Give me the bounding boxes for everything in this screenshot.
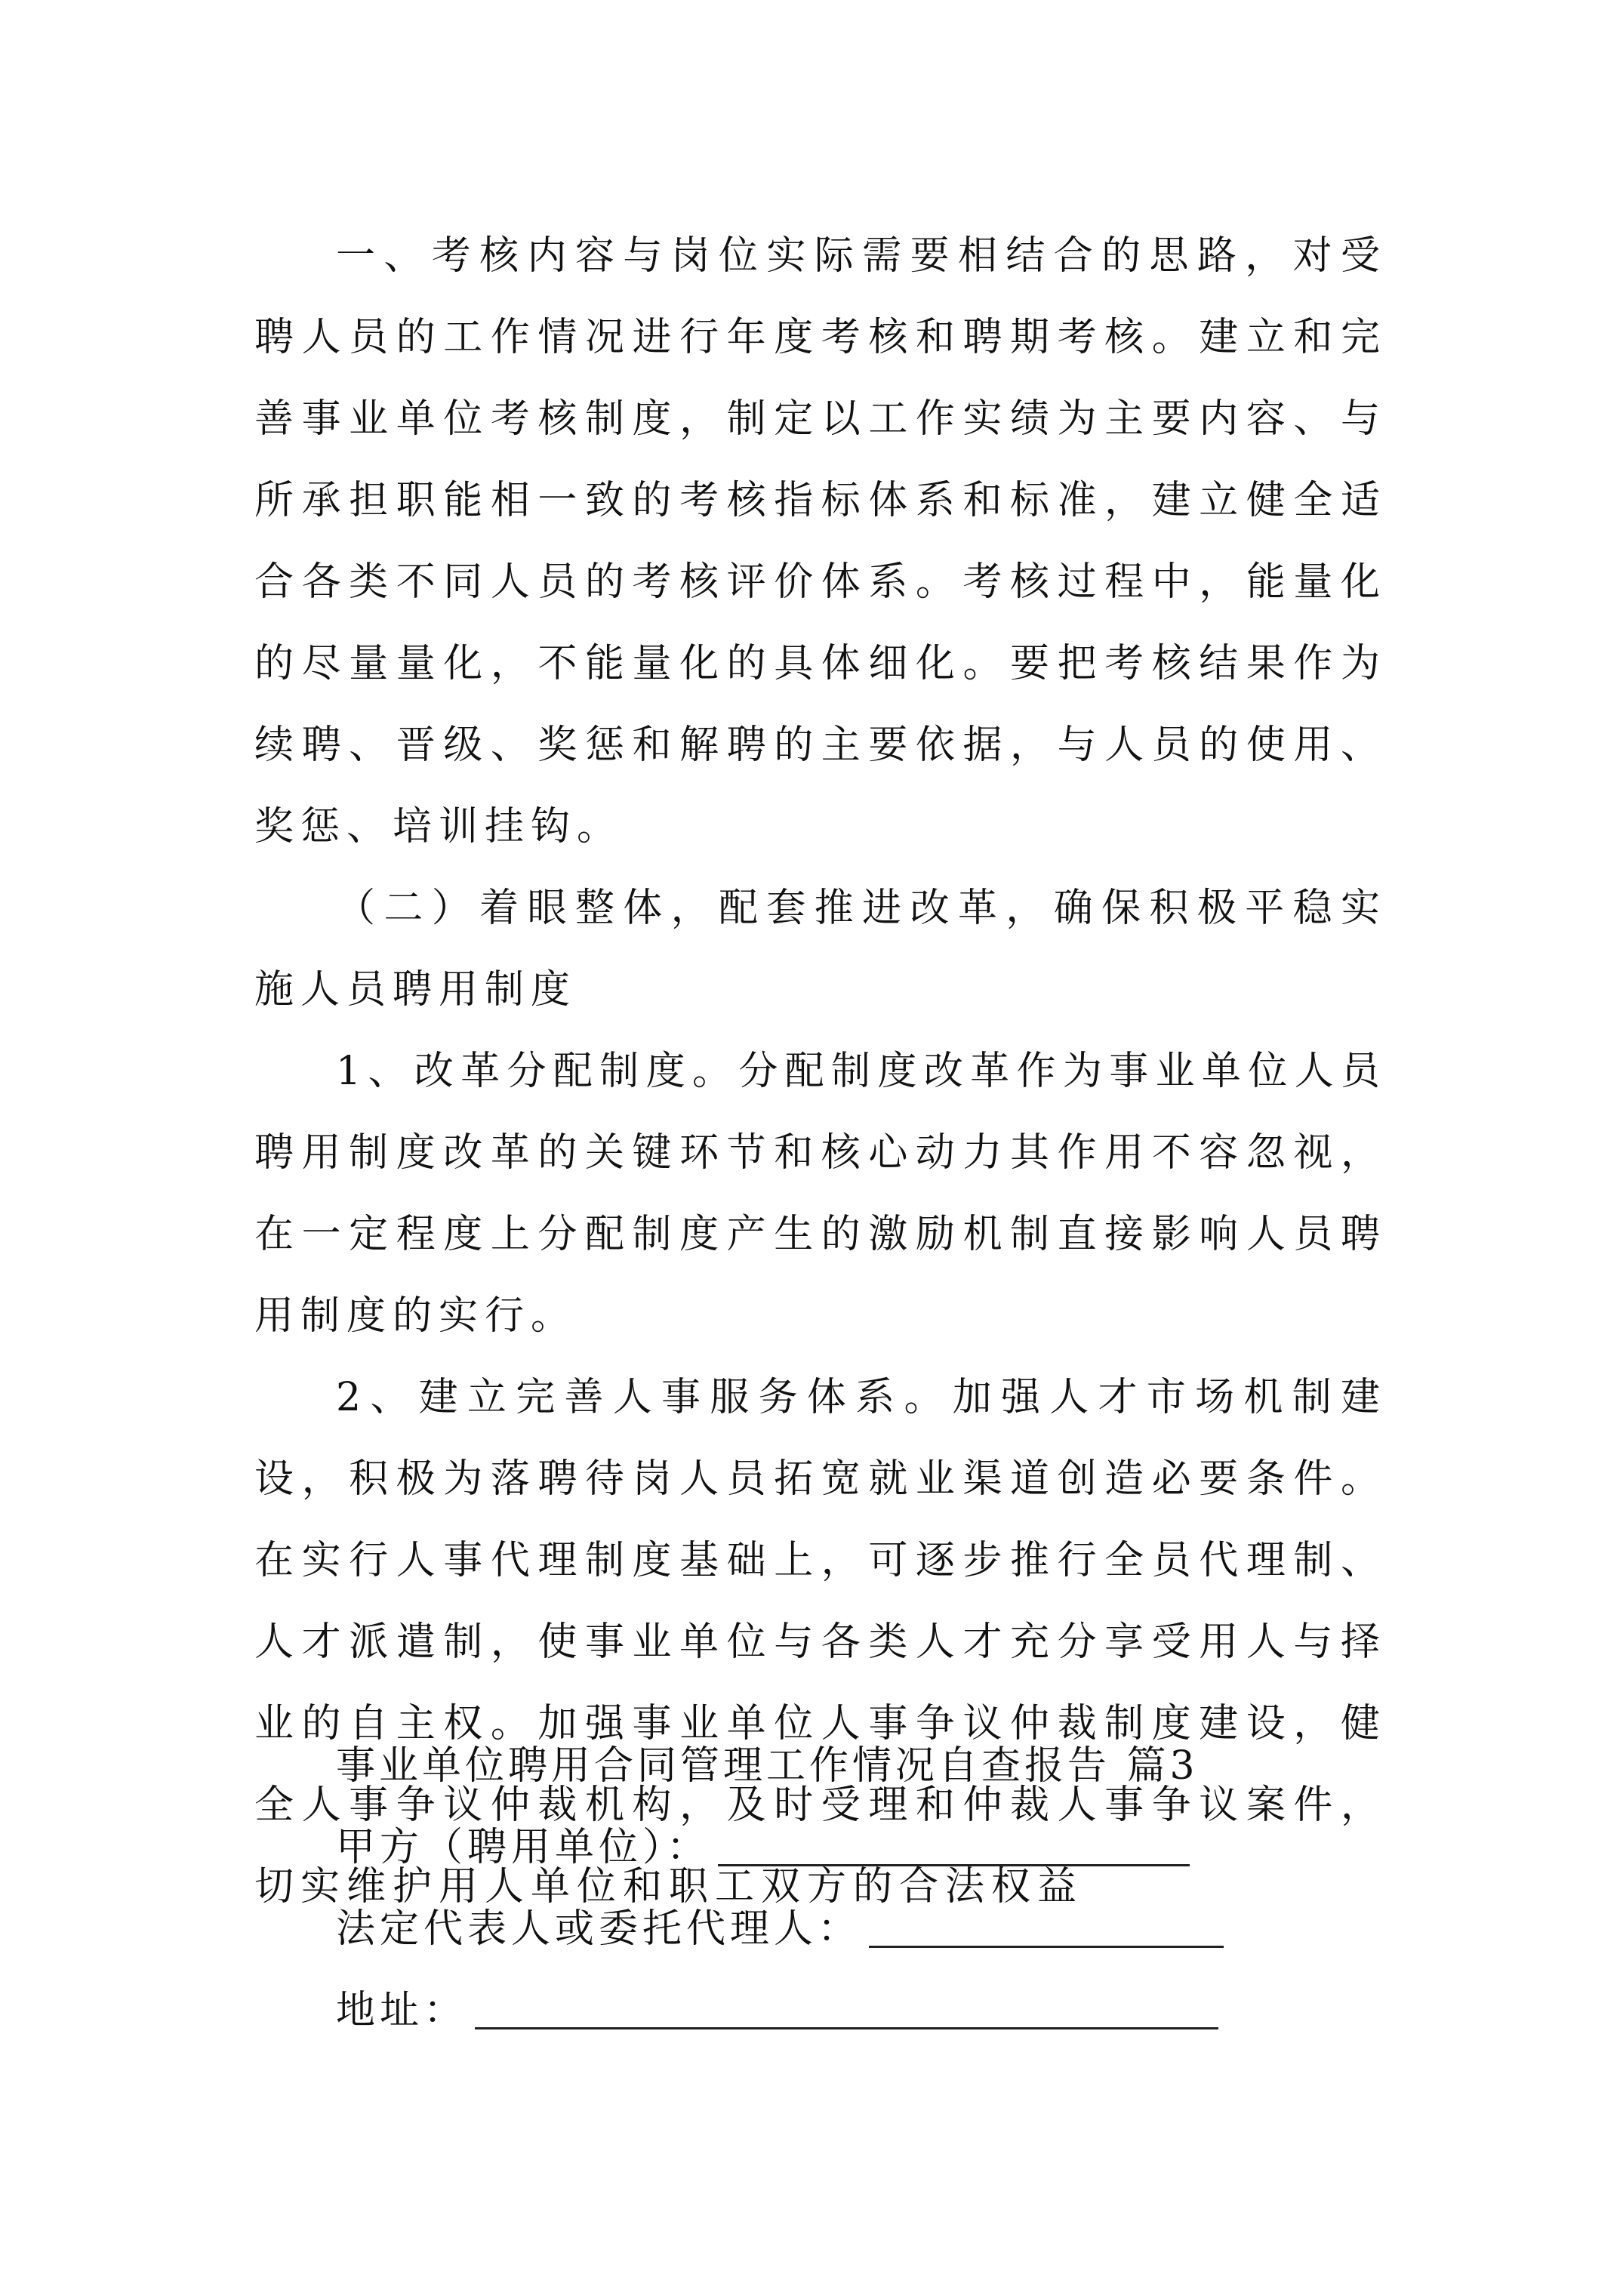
section-heading-2: （二）着眼整体，配套推进改革，确保积极平稳实施人员聘用制度 (254, 886, 1387, 1012)
representative-blank[interactable] (869, 1902, 1224, 1948)
paragraph-assessment: 一、考核内容与岗位实际需要相结合的思路，对受聘人员的工作情况进行年度考核和聘期考核。建立和完善事业单位考核制度，制定以工作实绩为主要内容、与所承担职能相一致的考核指标体系和标准，建立健全适合各类不同人员的考核评价体系。考核过程中，能量化的尽量量化，不能量化的具体细化。要把考核结果作为续聘、晋级、奖惩和解聘的主要依据，与人员的使用、奖惩、培训挂钩。 (254, 233, 1387, 849)
body-text (254, 215, 1387, 1928)
contract-heading: 事业单位聘用合同管理工作情况自查报告 篇3 (336, 1743, 1199, 1789)
paragraph-distribution-reform: 1、改革分配制度。分配制度改革作为事业单位人员聘用制度改革的关键环节和核心动力其作用不容忽视，在一定程度上分配制度产生的激励机制直接影响人员聘用制度的实行。 (254, 1049, 1387, 1339)
party-a-row (336, 1807, 1393, 1888)
party-a-blank[interactable] (718, 1820, 1190, 1866)
party-a-label: 甲方（聘用单位）： (336, 1825, 711, 1870)
address-blank[interactable] (475, 1983, 1218, 2029)
representative-row (336, 1888, 1393, 1970)
address-label: 地址： (336, 1988, 468, 2033)
contract-form (336, 1725, 1393, 2051)
paragraph-personnel-service: 2、建立完善人事服务体系。加强人才市场机制建设，积极为落聘待岗人员拓宽就业渠道创造必要条件。在实行人事代理制度基础上，可逐步推行全员代理制、人才派遣制，使事业单位与各类人才充分享受用人与择业的自主权。加强事业单位人事争议仲裁制度建设，健全人事争议仲裁机构，及时受理和仲裁人事争议案件，切实维护用人单位和职工双方的合法权益 (254, 1375, 1387, 1909)
address-row (336, 1970, 1393, 2051)
representative-label: 法定代表人或委托代理人： (336, 1906, 862, 1952)
